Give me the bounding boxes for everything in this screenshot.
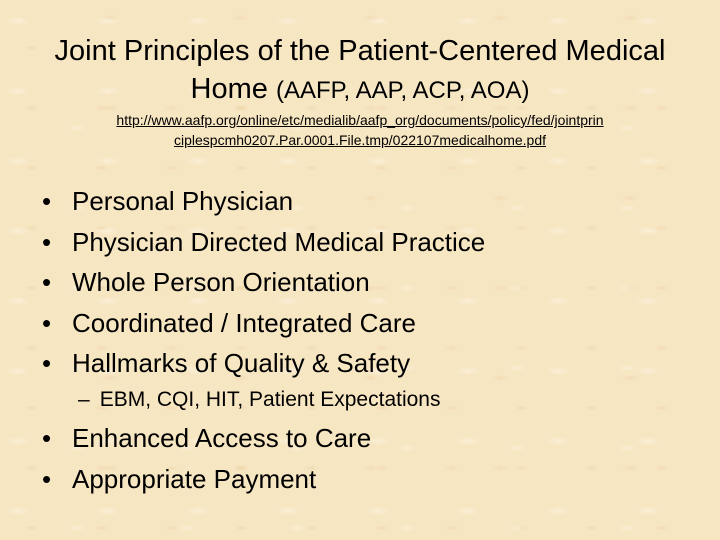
bullet-text: Hallmarks of Quality & Safety: [72, 348, 411, 378]
principles-list: [42, 181, 662, 384]
bullet-text: Whole Person Orientation: [72, 267, 370, 297]
bullet-icon: •: [42, 267, 52, 297]
slide-title: [40, 32, 680, 110]
source-link-line1[interactable]: http://www.aafp.org/online/etc/medialib/aafp_org/documents/policy/fed/jointprin: [116, 112, 604, 128]
list-item: [42, 181, 662, 222]
sub-bullet: [78, 386, 441, 414]
bullet-icon: •: [42, 307, 52, 338]
source-link[interactable]: [30, 110, 690, 150]
list-item: [42, 262, 662, 303]
list-item: [42, 459, 662, 500]
dash-icon: –: [78, 388, 90, 411]
bullet-text: Personal Physician: [72, 186, 294, 216]
bullet-text: Coordinated / Integrated Care: [72, 307, 416, 338]
sub-bullet-text: EBM, CQI, HIT, Patient Expectations: [99, 388, 441, 411]
list-item: [42, 222, 662, 263]
bullet-icon: •: [42, 226, 52, 257]
list-item: [42, 303, 662, 344]
bullet-text: Appropriate Payment: [72, 463, 317, 494]
title-orgs: (AAFP, AAP, ACP, AOA): [275, 77, 530, 104]
list-item: [42, 418, 662, 459]
source-link-line2[interactable]: ciplespcmh0207.Par.0001.File.tmp/022107medicalhome.pdf: [173, 132, 546, 148]
principles-list-continued: [42, 418, 662, 499]
bullet-text: Enhanced Access to Care: [72, 423, 372, 453]
title-main: Joint Principles of the Patient-Centered Medical Home: [54, 35, 666, 105]
bullet-icon: •: [42, 423, 52, 453]
bullet-icon: •: [42, 463, 52, 494]
list-item: [42, 343, 662, 384]
bullet-text: Physician Directed Medical Practice: [72, 226, 486, 257]
bullet-icon: •: [42, 348, 52, 378]
bullet-icon: •: [42, 186, 52, 216]
